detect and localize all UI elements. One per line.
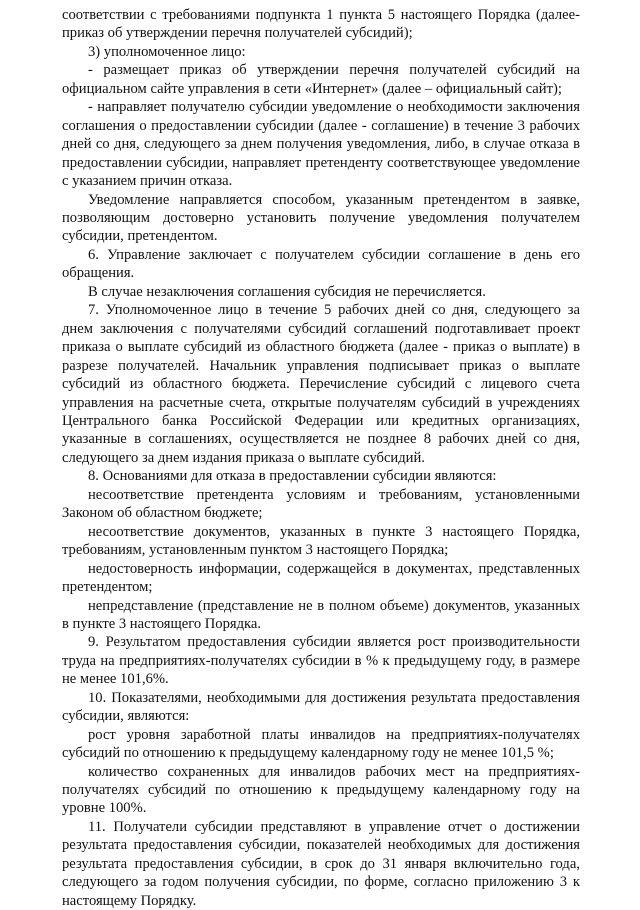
paragraph-refusal-reason-1: несоответствие претендента условиям и требованиям, установленными Законом об областном бюджете; [62, 486, 580, 522]
paragraph-continuation: соответствии с требованиями подпункта 1 пункта 5 настоящего Порядка (далее- приказ об утверждении перечня получателей субсидий); [62, 7, 580, 42]
paragraph-item-8: 8. Основаниями для отказа в предоставлении субсидии являются: [88, 468, 497, 485]
paragraph-item-7: 7. Уполномоченное лицо в течение 5 рабочих дней со дня, следующего за днем заключения с получателями субсидий соглашений подготавливает проект приказа о выплате субсидий из областного бюджета (далее - приказ о выплате) в разрезе получателей. Начальник управления подписывает приказ о выплате субсидий из областного бюджета. Перечисление субсидий с лицевого счета управления на расчетные счета, открытые получателям субсидий в учреждениях Центрального банка Российской Федерации или кредитных организациях, указанные в соглашениях, осуществляется не позднее 8 рабочих дней со дня, следующего за днем издания приказа о выплате субсидий. [62, 302, 580, 466]
paragraph-indicator-wages: рост уровня заработной платы инвалидов на предприятиях-получателях субсидий по отношению к предыдущему календарному году не менее 101,5 %; [62, 726, 580, 762]
paragraph-no-agreement: В случае незаключения соглашения субсидия не перечисляется. [88, 283, 486, 300]
paragraph-notice-method: Уведомление направляется способом, указанным претендентом в заявке, позволяющим достоверно установить получение уведомления получателем субсидии, претендентом. [62, 191, 580, 245]
paragraph-refusal-reason-3: недостоверность информации, содержащейся в документах, представленных претендентом; [62, 560, 580, 596]
document-page [62, 6, 580, 910]
paragraph-item-6: 6. Управление заключает с получателем субсидии соглашение в день его обращения. [62, 246, 580, 282]
paragraph-publish-order: - размещает приказ об утверждении перечня получателей субсидий на официальном сайте управления в сети «Интернет» (далее – официальный сайт); [62, 62, 580, 97]
paragraph-authorized-person-heading: 3) уполномоченное лицо: [88, 43, 246, 60]
paragraph-indicator-jobs: количество сохраненных для инвалидов рабочих мест на предприятиях-получателях субсидий по отношению к предыдущему календарному году на уровне 100%. [62, 763, 580, 817]
paragraph-item-10: 10. Показателями, необходимыми для достижения результата предоставления субсидии, являются: [62, 689, 580, 725]
paragraph-send-notice: - направляет получателю субсидии уведомление о необходимости заключения соглашения о предоставлении субсидии (далее - соглашение) в течение 3 рабочих дней со дня, следующего за днем получения уведомления, либо, в случае отказа в предоставлении субсидии, направляет претенденту соответствующее уведомление с указанием причин отказа. [62, 99, 580, 190]
paragraph-item-9: 9. Результатом предоставления субсидии является рост производительности труда на предприятиях-получателях субсидии в % к предыдущему году, в размере не менее 101,6%. [62, 634, 580, 688]
paragraph-refusal-reason-4: непредставление (представление не в полном объеме) документов, указанных в пункте 3 настоящего Порядка. [62, 597, 580, 632]
paragraph-refusal-reason-2: несоответствие документов, указанных в пункте 3 настоящего Порядка, требованиям, установленным пунктом 3 настоящего Порядка; [62, 523, 580, 559]
paragraph-item-11: 11. Получатели субсидии представляют в управление отчет о достижении результата предоставления субсидии, показателей необходимых для достижения результата предоставления субсидии, в срок до 31 января включительно года, следующего за годом получения субсидии, по форме, согласно приложению 3 к настоящему Порядку. [62, 818, 580, 909]
